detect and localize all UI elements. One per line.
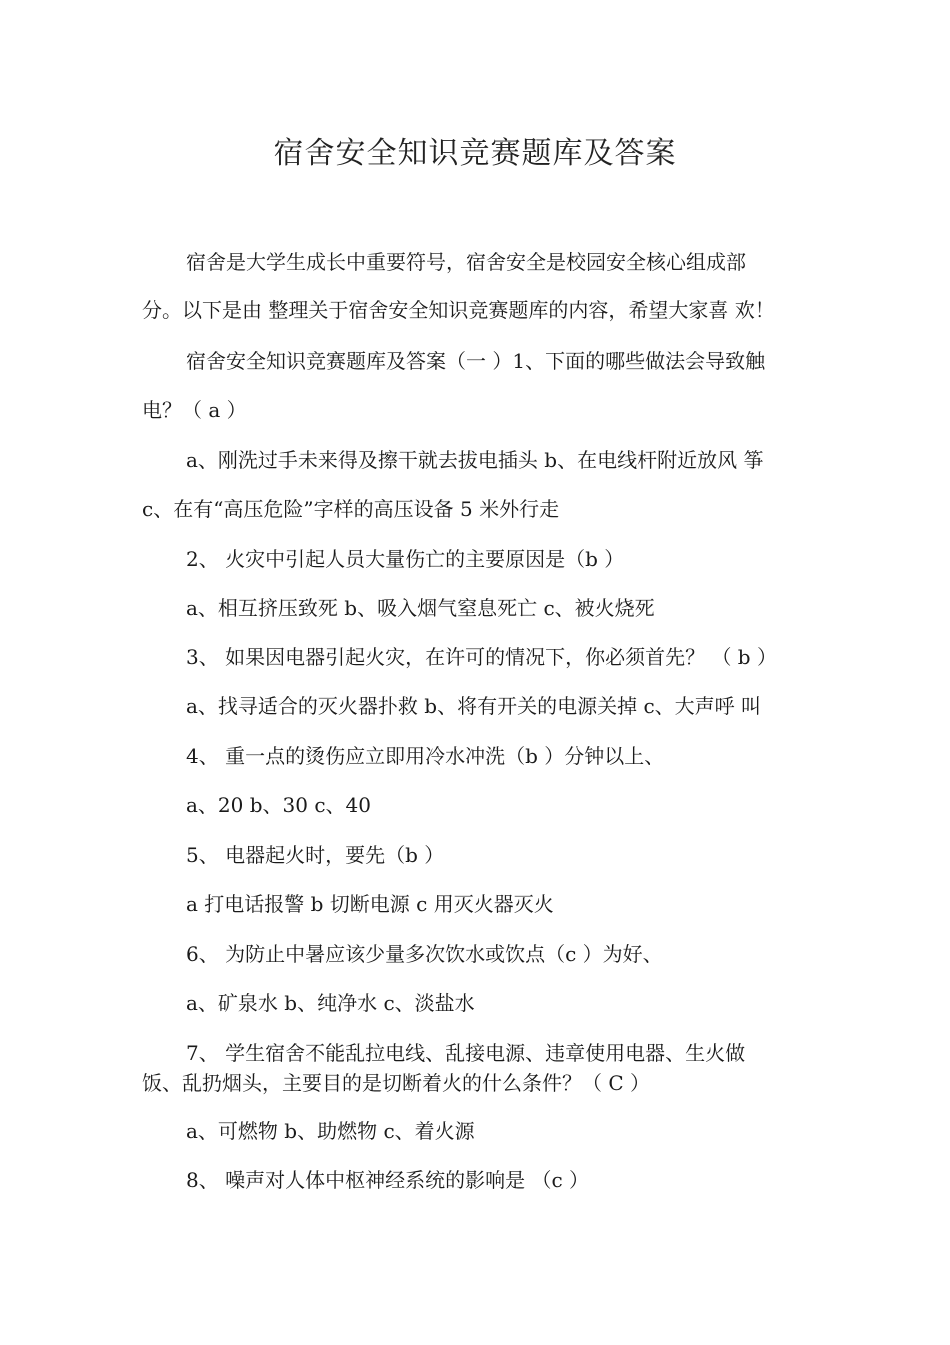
paragraph-line: 分。以下是由 整理关于宿舍安全知识竞赛题库的内容，希望大家喜 欢！	[142, 298, 775, 322]
options-line: a、找寻适合的灭火器扑救 b、将有开关的电源关掉 c、大声呼 叫	[186, 694, 761, 718]
paragraph-line: a、刚洗过手未来得及擦干就去拔电插头 b、在电线杆附近放风 筝	[186, 448, 764, 472]
options-line: a、可燃物 b、助燃物 c、着火源	[186, 1119, 475, 1143]
question-line: 8、 噪声对人体中枢神经系统的影响是 （c ）	[186, 1168, 589, 1192]
question-line: 6、 为防止中暑应该少量多次饮水或饮点（c ）为好、	[186, 942, 663, 966]
question-line: 3、 如果因电器引起火灾，在许可的情况下，你必须首先？ （ b ）	[186, 645, 777, 669]
paragraph-line: 宿舍是大学生成长中重要符号，宿舍安全是校园安全核心组成部	[186, 250, 746, 274]
options-line: a、20 b、30 c、40	[186, 793, 371, 817]
question-line: 饭、乱扔烟头，主要目的是切断着火的什么条件？（ C ）	[142, 1071, 651, 1095]
paragraph-line: 宿舍安全知识竞赛题库及答案（一 ）1、下面的哪些做法会导致触	[186, 349, 766, 373]
question-line: 4、 重一点的烫伤应立即用冷水冲洗（b ）分钟以上、	[186, 744, 665, 768]
paragraph-line: 电？（ a ）	[142, 398, 247, 422]
paragraph-line: c、在有“高压危险”字样的高压设备 5 米外行走	[142, 497, 560, 521]
options-line: a 打电话报警 b 切断电源 c 用灭火器灭火	[186, 892, 554, 916]
options-line: a、矿泉水 b、纯净水 c、淡盐水	[186, 991, 475, 1015]
question-line: 7、 学生宿舍不能乱拉电线、乱接电源、违章使用电器、生火做	[186, 1041, 746, 1065]
question-line: 2、 火灾中引起人员大量伤亡的主要原因是（b ）	[186, 547, 625, 571]
document-title: 宿舍安全知识竞赛题库及答案	[273, 136, 677, 171]
options-line: a、相互挤压致死 b、吸入烟气窒息死亡 c、被火烧死	[186, 596, 655, 620]
question-line: 5、 电器起火时，要先（b ）	[186, 843, 445, 867]
